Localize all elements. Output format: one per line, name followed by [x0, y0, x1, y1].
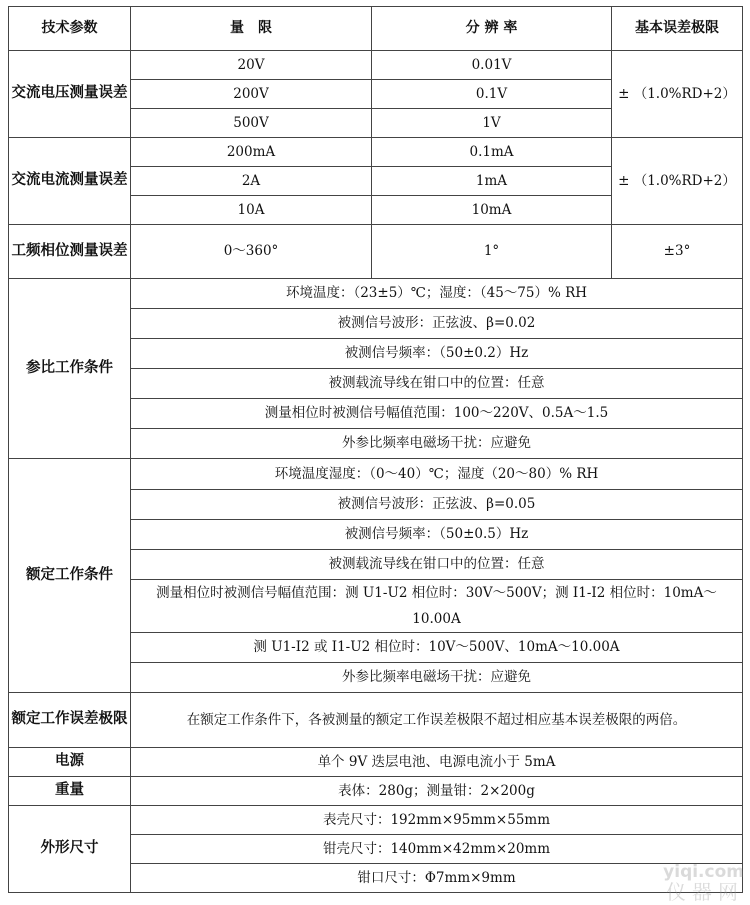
voltage-error: ± （1.0%RD+2）	[612, 51, 743, 138]
rated-line-5: 测量相位时被测信号幅值范围：测 U1-U2 相位时：30V～500V；测 I1-I2 相位时：10mA～10.00A	[156, 585, 717, 627]
reference-row-1	[9, 279, 743, 309]
reference-line-1: 环境温度：（23±5）℃；湿度：（45～75）% RH	[131, 279, 743, 309]
current-range-2: 2A	[131, 167, 372, 196]
header-error: 基本误差极限	[612, 7, 743, 51]
spec-table	[8, 6, 743, 893]
dimensions-line-1: 表壳尺寸：192mm×95mm×55mm	[131, 806, 743, 835]
current-range-1: 200mA	[131, 138, 372, 167]
rated-error-label: 额定工作误差极限	[9, 693, 131, 748]
current-resolution-2: 1mA	[372, 167, 612, 196]
weight-row	[9, 777, 743, 806]
power-text: 单个 9V 迭层电池、电源电流小于 5mA	[131, 748, 743, 777]
voltage-range-1: 20V	[131, 51, 372, 80]
current-label: 交流电流测量误差	[9, 138, 131, 225]
rated-line-4: 被测载流导线在钳口中的位置：任意	[131, 550, 743, 580]
phase-error: ±3°	[612, 225, 743, 279]
voltage-row-1	[9, 51, 743, 80]
voltage-resolution-1: 0.01V	[372, 51, 612, 80]
rated-error-row	[9, 693, 743, 748]
phase-range: 0～360°	[131, 225, 372, 279]
power-row	[9, 748, 743, 777]
watermark-url: yiqi.com	[663, 862, 744, 883]
voltage-label: 交流电压测量误差	[9, 51, 131, 138]
voltage-resolution-2: 0.1V	[372, 80, 612, 109]
reference-line-3: 被测信号频率：（50±0.2）Hz	[131, 339, 743, 369]
voltage-range-3: 500V	[131, 109, 372, 138]
dimensions-line-2: 钳壳尺寸：140mm×42mm×20mm	[131, 835, 743, 864]
rated-error-cell	[131, 693, 743, 748]
dimensions-row-1	[9, 806, 743, 835]
weight-text: 表体：280g；测量钳：2×200g	[131, 777, 743, 806]
phase-resolution: 1°	[372, 225, 612, 279]
watermark-cn: 仪器网	[666, 880, 744, 904]
current-resolution-1: 0.1mA	[372, 138, 612, 167]
current-resolution-3: 10mA	[372, 196, 612, 225]
rated-line-5-cell	[131, 580, 743, 633]
rated-row-1	[9, 459, 743, 490]
reference-line-6: 外参比频率电磁场干扰：应避免	[131, 429, 743, 459]
current-range-3: 10A	[131, 196, 372, 225]
header-row	[9, 7, 743, 51]
weight-label: 重量	[9, 777, 131, 806]
rated-label: 额定工作条件	[9, 459, 131, 693]
power-label: 电源	[9, 748, 131, 777]
dimensions-line-3: 钳口尺寸：Φ7mm×9mm	[131, 864, 743, 893]
phase-row	[9, 225, 743, 279]
current-row-1	[9, 138, 743, 167]
header-resolution: 分 辨 率	[372, 7, 612, 51]
voltage-range-2: 200V	[131, 80, 372, 109]
rated-line-2: 被测信号波形：正弦波、β=0.05	[131, 490, 743, 520]
rated-error-text: 在额定工作条件下，各被测量的额定工作误差极限不超过相应基本误差极限的两倍。	[186, 712, 687, 728]
reference-line-4: 被测载流导线在钳口中的位置：任意	[131, 369, 743, 399]
reference-label: 参比工作条件	[9, 279, 131, 459]
rated-line-6: 测 U1-I2 或 I1-U2 相位时：10V～500V、10mA～10.00A	[131, 633, 743, 663]
reference-line-2: 被测信号波形：正弦波、β=0.02	[131, 309, 743, 339]
header-param: 技术参数	[9, 7, 131, 51]
current-error: ± （1.0%RD+2）	[612, 138, 743, 225]
rated-line-1: 环境温度湿度：（0～40）℃；湿度（20～80）% RH	[131, 459, 743, 490]
watermark	[663, 864, 744, 903]
reference-line-5: 测量相位时被测信号幅值范围：100～220V、0.5A～1.5	[131, 399, 743, 429]
rated-line-7: 外参比频率电磁场干扰：应避免	[131, 663, 743, 693]
voltage-resolution-3: 1V	[372, 109, 612, 138]
phase-label: 工频相位测量误差	[9, 225, 131, 279]
rated-line-3: 被测信号频率：（50±0.5）Hz	[131, 520, 743, 550]
header-range: 量 限	[131, 7, 372, 51]
dimensions-label: 外形尺寸	[9, 806, 131, 893]
